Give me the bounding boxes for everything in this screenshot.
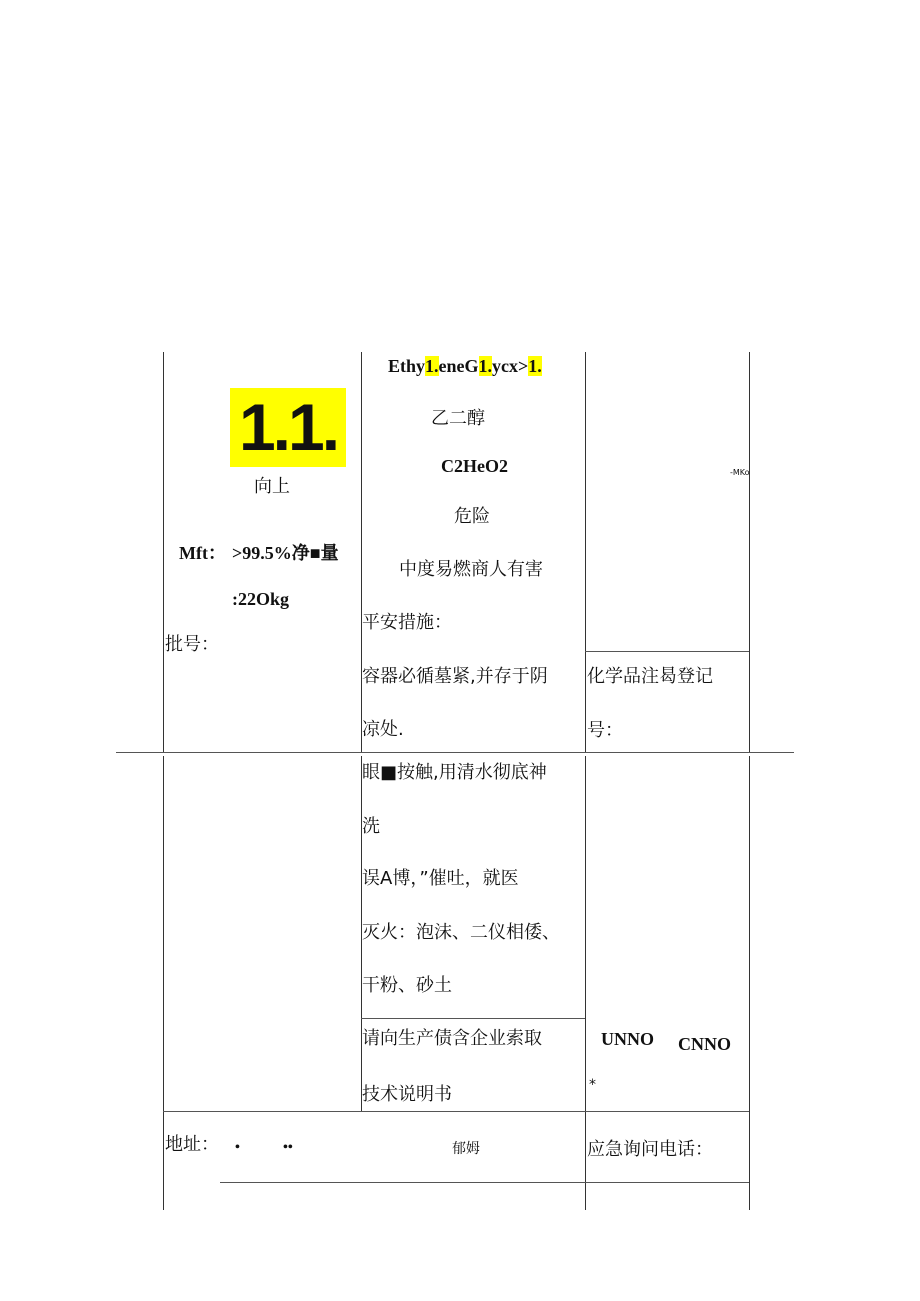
asterisk-mark: * — [589, 1077, 596, 1093]
eye-contact-line-1: 眼■按触,用清水彻底神 — [362, 762, 547, 783]
registration-line-1: 化学品注曷登记 — [587, 666, 713, 687]
emergency-phone-label: 应急询问电话： — [587, 1139, 713, 1160]
batch-label: 批号： — [165, 634, 219, 655]
cn-code: CNNO — [678, 1034, 731, 1054]
safety-line-1: 容器必循墓紧,并存于阴 — [362, 666, 548, 687]
grid-line-right — [749, 352, 750, 752]
fire-line-2: 干粉、砂土 — [362, 975, 452, 996]
english-name-part-2: 1. — [425, 356, 439, 376]
address-dot-b: •• — [283, 1140, 293, 1155]
grid-line-left-lower — [163, 756, 164, 1210]
english-name-part-5: ycx> — [492, 356, 529, 376]
grid-line-address — [163, 1111, 749, 1112]
grid-line-bottom — [220, 1182, 749, 1183]
class-badge-text: 1.1. — [238, 390, 338, 464]
signal-word: 危险 — [454, 506, 490, 527]
grid-line-left — [163, 352, 164, 752]
tech-line-1: 请向生产债含企业索取 — [362, 1028, 542, 1049]
swallow-line: 误A博，”催吐，就医 — [362, 868, 519, 889]
address-dot-a: • — [235, 1140, 240, 1155]
direction-label: 向上 — [254, 476, 290, 497]
fire-line-1: 灭火：泡沫、二仪相倭、 — [362, 922, 560, 943]
grid-line-right-lower — [749, 756, 750, 1210]
purity-label: Mft： — [179, 543, 226, 563]
safety-line-2: 凉处. — [362, 719, 404, 740]
postcode-label: 郁姆 — [452, 1142, 480, 1157]
safety-title: 平安措施： — [362, 612, 452, 633]
grid-line-mid-b — [585, 352, 586, 752]
un-code: UNNO — [601, 1029, 654, 1049]
english-name-part-4: 1. — [478, 356, 493, 376]
grid-line-mid-a — [361, 352, 362, 752]
hazard-statement: 中度易燃商人有害 — [399, 559, 543, 580]
chemical-formula: C2HeO2 — [441, 456, 508, 476]
grid-line-mid-b-lower — [585, 756, 586, 1210]
small-mark: -MKo — [730, 468, 750, 477]
english-name-part-6: 1. — [528, 356, 542, 376]
grid-line-fold — [116, 752, 794, 753]
english-name-part-1: Ethy — [388, 356, 426, 376]
class-badge — [230, 388, 346, 467]
address-label: 地址： — [165, 1134, 219, 1155]
english-name — [388, 355, 542, 377]
grid-line-mid-tech — [361, 1018, 585, 1019]
eye-contact-line-2: 洗 — [362, 816, 380, 837]
chinese-name: 乙二醇 — [431, 408, 485, 429]
registration-line-2: 号： — [587, 720, 623, 741]
tech-line-2: 技术说明书 — [362, 1084, 452, 1105]
net-weight: :22Okg — [232, 589, 290, 609]
english-name-part-3: eneG — [438, 356, 479, 376]
purity-value: >99.5%净■量 — [232, 543, 339, 563]
grid-line-right-reg — [585, 651, 749, 652]
